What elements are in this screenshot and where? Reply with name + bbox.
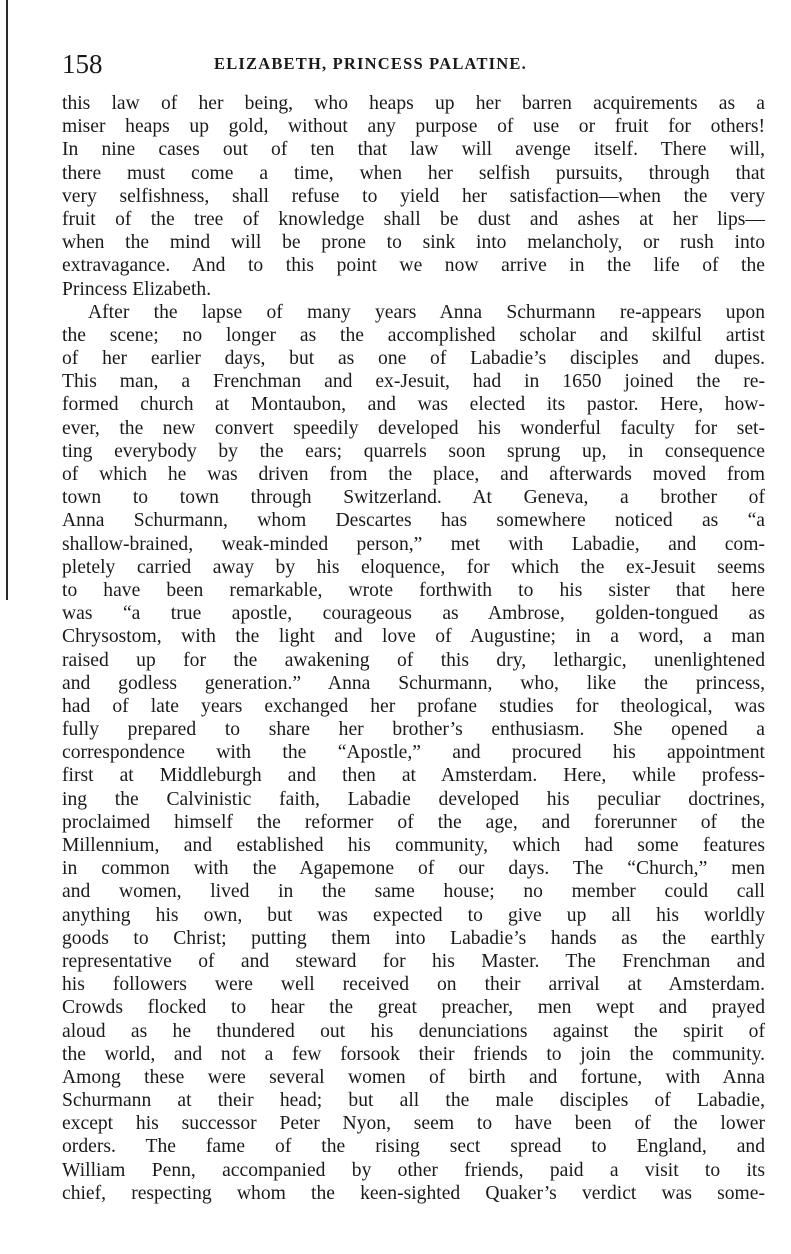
- text-line: goods to Christ; putting them into Labadie’s hands as the earthly: [62, 927, 765, 949]
- body-text: [62, 92, 765, 1205]
- text-line: correspondence with the “Apostle,” and procured his appointment: [62, 742, 765, 764]
- text-line: his followers were well received on their arrival at Amsterdam.: [62, 974, 765, 996]
- text-line: fruit of the tree of knowledge shall be dust and ashes at her lips—: [62, 208, 765, 230]
- text-line: proclaimed himself the reformer of the age, and forerunner of the: [62, 811, 765, 833]
- page-number: 158: [62, 49, 103, 79]
- text-line: raised up for the awakening of this dry, lethargic, unenlightened: [62, 649, 765, 671]
- text-line: chief, respecting whom the keen-sighted Quaker’s verdict was some-: [62, 1182, 765, 1204]
- text-line: and women, lived in the same house; no member could call: [62, 881, 765, 903]
- running-head: ELIZABETH, PRINCESS PALATINE.: [214, 54, 527, 73]
- text-line: Crowds flocked to hear the great preacher, men wept and prayed: [62, 997, 765, 1019]
- text-line: Anna Schurmann, whom Descartes has somewhere noticed as “a: [62, 510, 765, 532]
- text-line: pletely carried away by his eloquence, for which the ex-Jesuit seems: [62, 556, 765, 578]
- text-line: the scene; no longer as the accomplished scholar and skilful artist: [62, 324, 765, 346]
- text-line: this law of her being, who heaps up her barren acquirements as a: [62, 93, 765, 114]
- text-line: William Penn, accompanied by other friends, paid a visit to its: [62, 1159, 765, 1181]
- text-line: aloud as he thundered out his denunciations against the spirit of: [62, 1020, 765, 1042]
- text-line: had of late years exchanged her profane studies for theological, was: [62, 695, 765, 717]
- text-line: shallow-brained, weak-minded person,” met with Labadie, and com-: [62, 533, 765, 555]
- text-line: first at Middleburgh and then at Amsterdam. Here, while profess-: [62, 765, 765, 787]
- page-header: [62, 46, 768, 82]
- text-line: representative of and steward for his Master. The Frenchman and: [62, 950, 765, 972]
- text-line: the world, and not a few forsook their friends to join the community.: [62, 1043, 765, 1065]
- text-line: miser heaps up gold, without any purpose of use or fruit for others!: [62, 116, 765, 138]
- text-line: except his successor Peter Nyon, seem to have been of the lower: [62, 1113, 765, 1135]
- text-line: to have been remarkable, wrote forthwith to his sister that here: [62, 579, 765, 601]
- text-line: This man, a Frenchman and ex-Jesuit, had in 1650 joined the re-: [62, 371, 765, 393]
- paragraph: [62, 301, 765, 1205]
- text-line: ting everybody by the ears; quarrels soon sprung up, in consequence: [62, 440, 765, 462]
- text-line: there must come a time, when her selfish pursuits, through that: [62, 162, 765, 184]
- text-line: Chrysostom, with the light and love of Augustine; in a word, a man: [62, 626, 765, 648]
- text-line: extravagance. And to this point we now arrive in the life of the: [62, 255, 765, 277]
- text-line: After the lapse of many years Anna Schurmann re-appears upon: [88, 301, 765, 323]
- text-line: in common with the Agapemone of our days. The “Church,” men: [62, 858, 765, 880]
- text-line: Schurmann at their head; but all the male disciples of Labadie,: [62, 1090, 765, 1112]
- text-line: orders. The fame of the rising sect spread to England, and: [62, 1136, 765, 1158]
- text-line: and godless generation.” Anna Schurmann, who, like the princess,: [62, 672, 765, 694]
- text-line: Millennium, and established his community, which had some features: [62, 835, 765, 856]
- text-line: of which he was driven from the place, and afterwards moved from: [62, 464, 765, 485]
- text-line: formed church at Montaubon, and was elected its pastor. Here, how-: [62, 394, 765, 416]
- text-line: Princess Elizabeth.: [62, 278, 212, 300]
- text-line: very selfishness, shall refuse to yield her satisfaction—when the very: [62, 185, 765, 207]
- text-line: anything his own, but was expected to give up all his worldly: [62, 904, 765, 926]
- text-line: Among these were several women of birth and fortune, with Anna: [62, 1066, 765, 1088]
- text-line: town to town through Switzerland. At Geneva, a brother of: [62, 487, 765, 509]
- text-line: ever, the new convert speedily developed his wonderful faculty for set-: [62, 417, 765, 439]
- text-line: when the mind will be prone to sink into melancholy, or rush into: [62, 232, 765, 254]
- text-line: ing the Calvinistic faith, Labadie developed his peculiar doctrines,: [62, 788, 765, 810]
- text-line: of her earlier days, but as one of Labadie’s disciples and dupes.: [62, 348, 765, 370]
- text-line: In nine cases out of ten that law will avenge itself. There will,: [62, 139, 765, 161]
- page-binding-edge: [6, 0, 8, 600]
- paragraph: [62, 92, 765, 301]
- text-line: was “a true apostle, courageous as Ambrose, golden-tongued as: [62, 603, 765, 625]
- text-line: fully prepared to share her brother’s enthusiasm. She opened a: [62, 719, 765, 741]
